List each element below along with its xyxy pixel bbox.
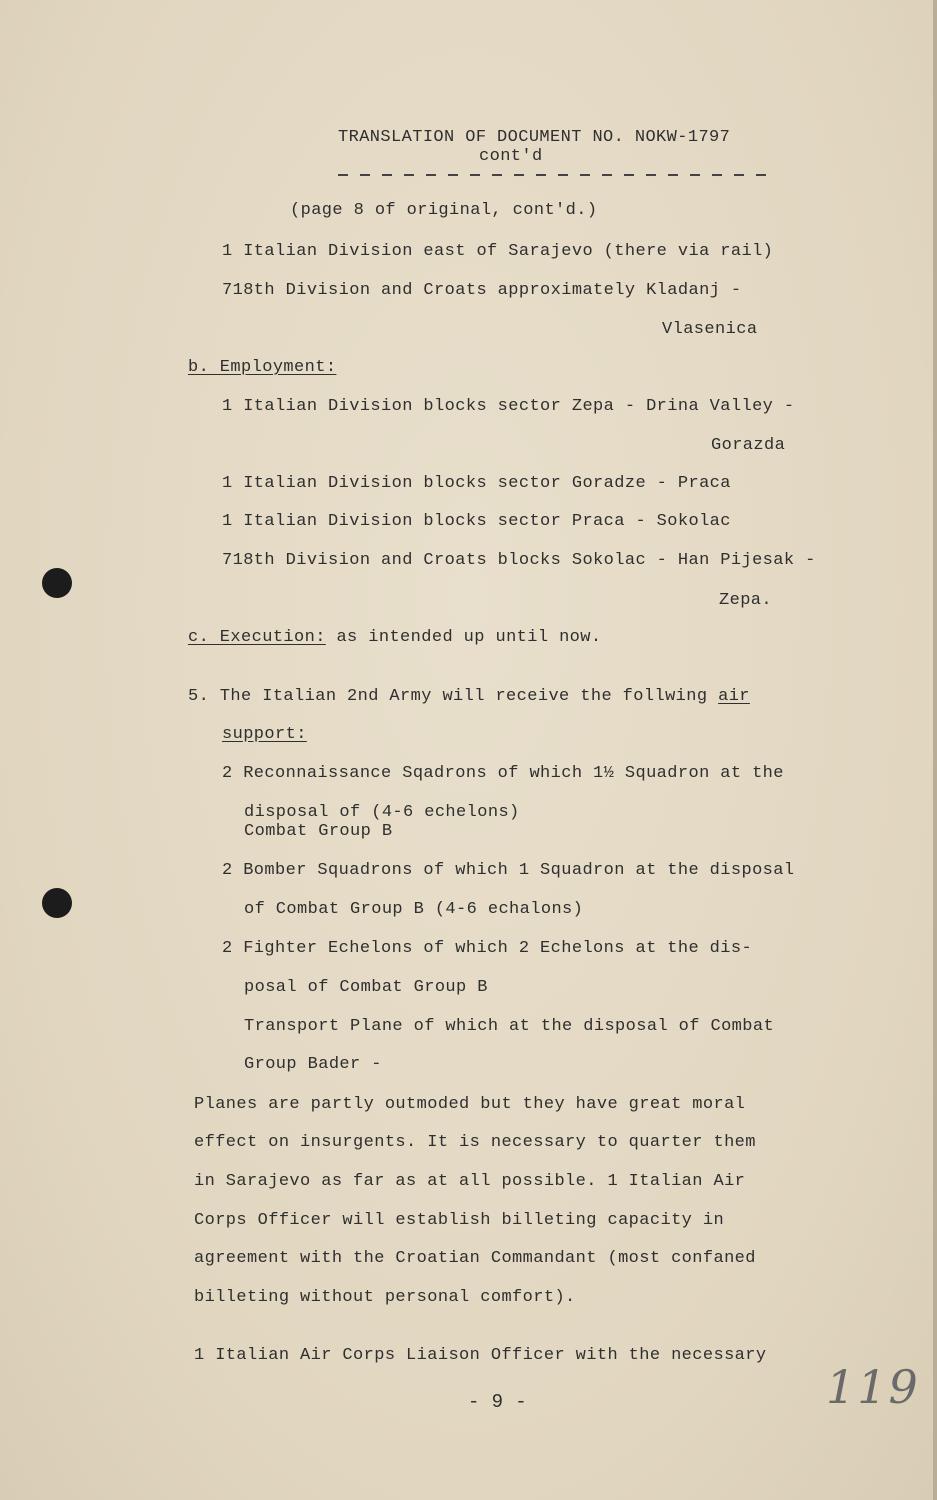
text-line: Vlasenica (662, 320, 758, 339)
text-line: 1 Italian Division blocks sector Goradze - Praca (222, 474, 731, 493)
support-item: disposal of (4-6 echelons) (244, 803, 520, 822)
support-item: Group Bader - (244, 1055, 382, 1074)
text-line: 1 Italian Air Corps Liaison Officer with the necessary (194, 1346, 767, 1365)
support-item: 2 Fighter Echelons of which 2 Echelons at the dis- (222, 939, 753, 958)
dashed-separator (338, 174, 766, 176)
text-line: Planes are partly outmoded but they have great moral (194, 1095, 746, 1114)
text-line: Gorazda (711, 436, 786, 455)
support-item: 2 Bomber Squadrons of which 1 Squadron at the disposal (222, 861, 795, 880)
page-note: (page 8 of original, cont'd.) (290, 201, 598, 220)
text-line: 1 Italian Division east of Sarajevo (there via rail) (222, 242, 774, 261)
document-title: TRANSLATION OF DOCUMENT NO. NOKW-1797 (338, 128, 731, 147)
text-line: Zepa. (719, 591, 773, 610)
support-item: Transport Plane of which at the disposal of Combat (244, 1017, 775, 1036)
text-line: 1 Italian Division blocks sector Zepa - Drina Valley - (222, 397, 795, 416)
text-line: billeting without personal comfort). (194, 1288, 576, 1307)
text-line: 718th Division and Croats blocks Sokolac - Han Pijesak - (222, 551, 816, 570)
text-line: 718th Division and Croats approximately Kladanj - (222, 281, 742, 300)
paragraph-5-air: air (718, 687, 750, 706)
paragraph-5 (188, 687, 750, 706)
section-c-heading: c. Execution: (188, 628, 326, 647)
text-line: Corps Officer will establish billeting capacity in (194, 1211, 725, 1230)
document-subtitle: cont'd (479, 147, 543, 166)
section-c-text: as intended up until now. (336, 628, 602, 647)
punch-hole (42, 568, 72, 598)
section-b-heading: b. Employment: (188, 358, 337, 377)
support-item: posal of Combat Group B (244, 978, 488, 997)
paragraph-5-support: support: (222, 725, 307, 744)
page-number: - 9 - (468, 1391, 528, 1413)
punch-hole (42, 888, 72, 918)
support-item: Combat Group B (244, 822, 393, 841)
text-line: in Sarajevo as far as at all possible. 1 Italian Air (194, 1172, 746, 1191)
page-edge-shadow (933, 0, 937, 1500)
section-c (188, 628, 601, 647)
text-line: effect on insurgents. It is necessary to quarter them (194, 1133, 756, 1152)
handwritten-page-number: 119 (826, 1360, 920, 1414)
support-item: of Combat Group B (4-6 echalons) (244, 900, 584, 919)
text-line: agreement with the Croatian Commandant (most confaned (194, 1249, 756, 1268)
text-line: 1 Italian Division blocks sector Praca - Sokolac (222, 512, 731, 531)
paragraph-5-text: 5. The Italian 2nd Army will receive the follwing (188, 687, 708, 706)
support-item: 2 Reconnaissance Sqadrons of which 1½ Squadron at the (222, 764, 784, 783)
